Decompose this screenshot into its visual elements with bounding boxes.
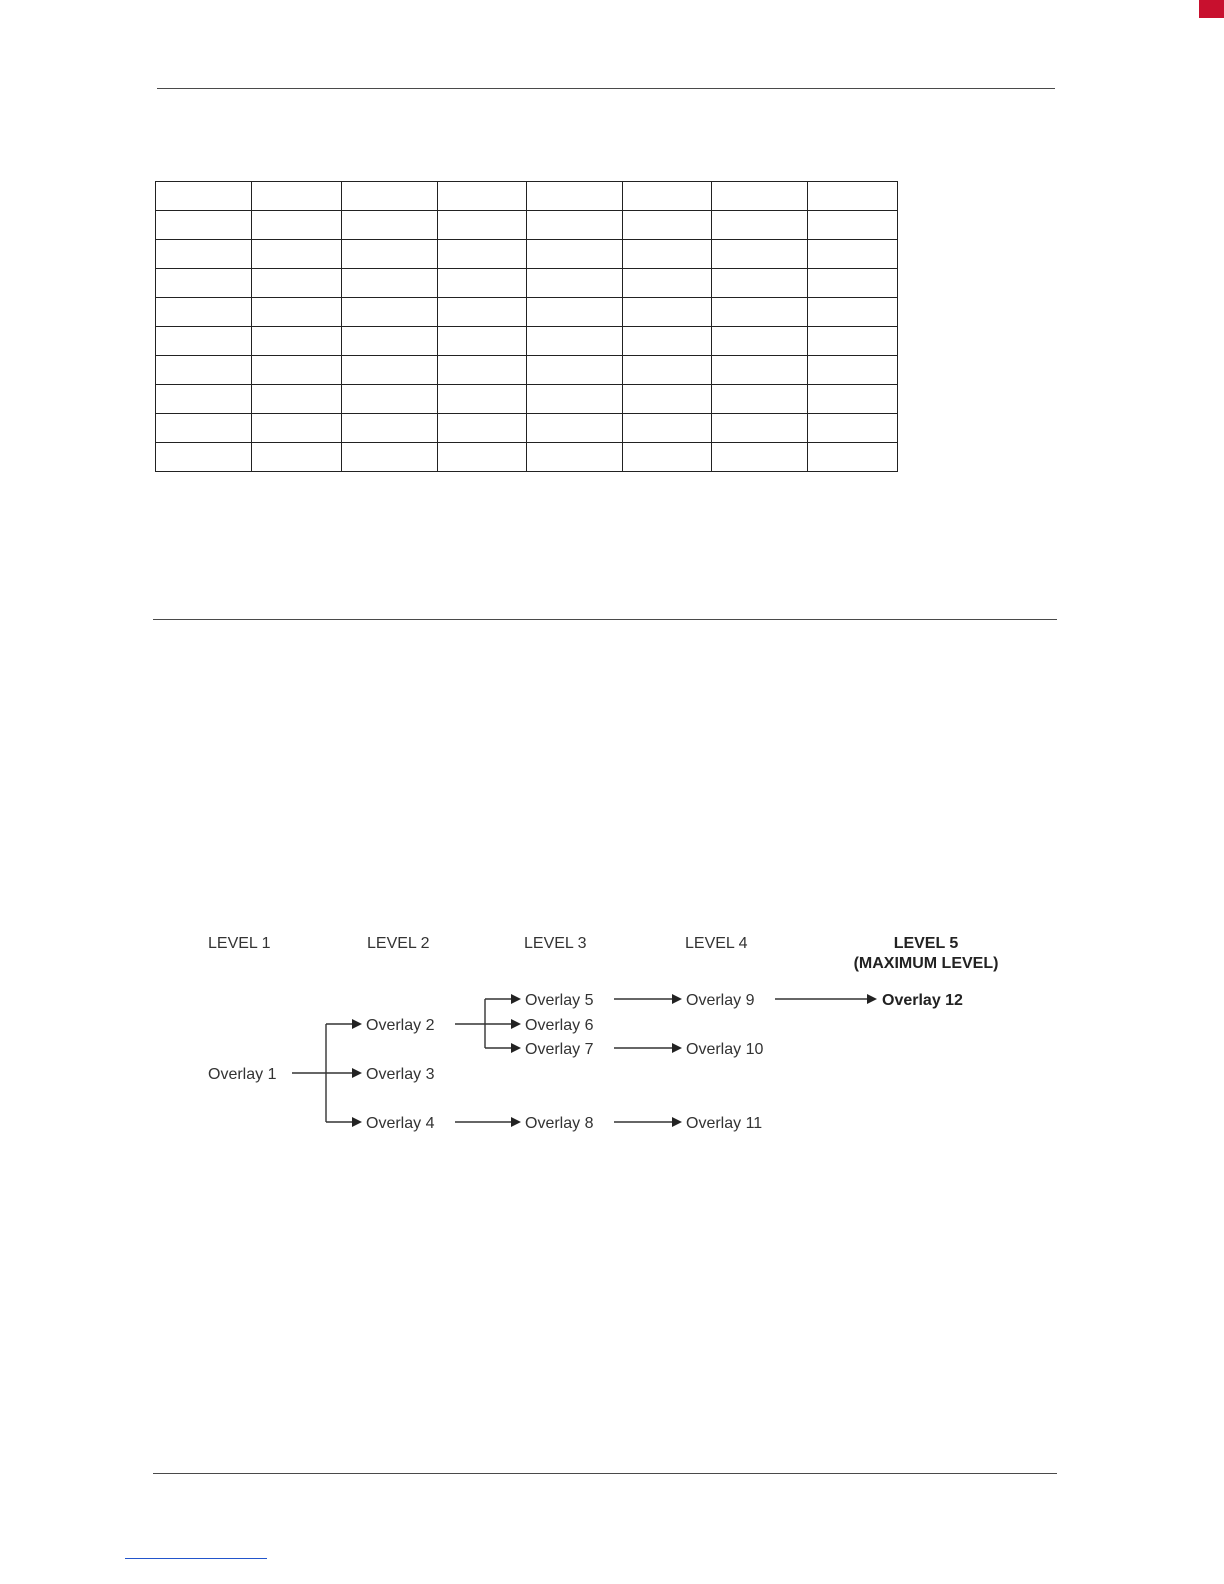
level-5-label: LEVEL 5	[893, 935, 959, 952]
level-5-sublabel: (MAXIMUM LEVEL)	[853, 955, 999, 972]
overlay-4-node: Overlay 4	[366, 1115, 435, 1132]
arrowhead-to-overlay-9	[672, 994, 682, 1004]
footer-link-underline	[125, 1558, 267, 1559]
arrowhead-to-overlay-10	[672, 1043, 682, 1053]
arrowhead-to-overlay-12	[867, 994, 877, 1004]
overlay-10-node: Overlay 10	[686, 1041, 764, 1058]
arrowhead-to-overlay-5	[511, 994, 521, 1004]
level-4-label: LEVEL 4	[685, 935, 748, 952]
arrowhead-to-overlay-2	[352, 1019, 362, 1029]
level-3-label: LEVEL 3	[524, 935, 587, 952]
footer-rule	[153, 1473, 1057, 1474]
overlay-9-node: Overlay 9	[686, 992, 755, 1009]
overlay-7-node: Overlay 7	[525, 1041, 594, 1058]
arrowhead-to-overlay-3	[352, 1068, 362, 1078]
arrowhead-to-overlay-6	[511, 1019, 521, 1029]
overlay-11-node: Overlay 11	[686, 1115, 763, 1132]
overlay-8-node: Overlay 8	[525, 1115, 594, 1132]
arrowhead-to-overlay-7	[511, 1043, 521, 1053]
arrowhead-to-overlay-8	[511, 1117, 521, 1127]
overlay-6-node: Overlay 6	[525, 1017, 594, 1034]
arrowhead-to-overlay-4	[352, 1117, 362, 1127]
level-2-label: LEVEL 2	[367, 935, 430, 952]
overlay-12-node: Overlay 12	[882, 992, 963, 1009]
overlay-1-node: Overlay 1	[208, 1066, 277, 1083]
arrowhead-to-overlay-11	[672, 1117, 682, 1127]
overlay-2-node: Overlay 2	[366, 1017, 435, 1034]
level-1-label: LEVEL 1	[208, 935, 271, 952]
overlay-5-node: Overlay 5	[525, 992, 594, 1009]
overlay-3-node: Overlay 3	[366, 1066, 435, 1083]
